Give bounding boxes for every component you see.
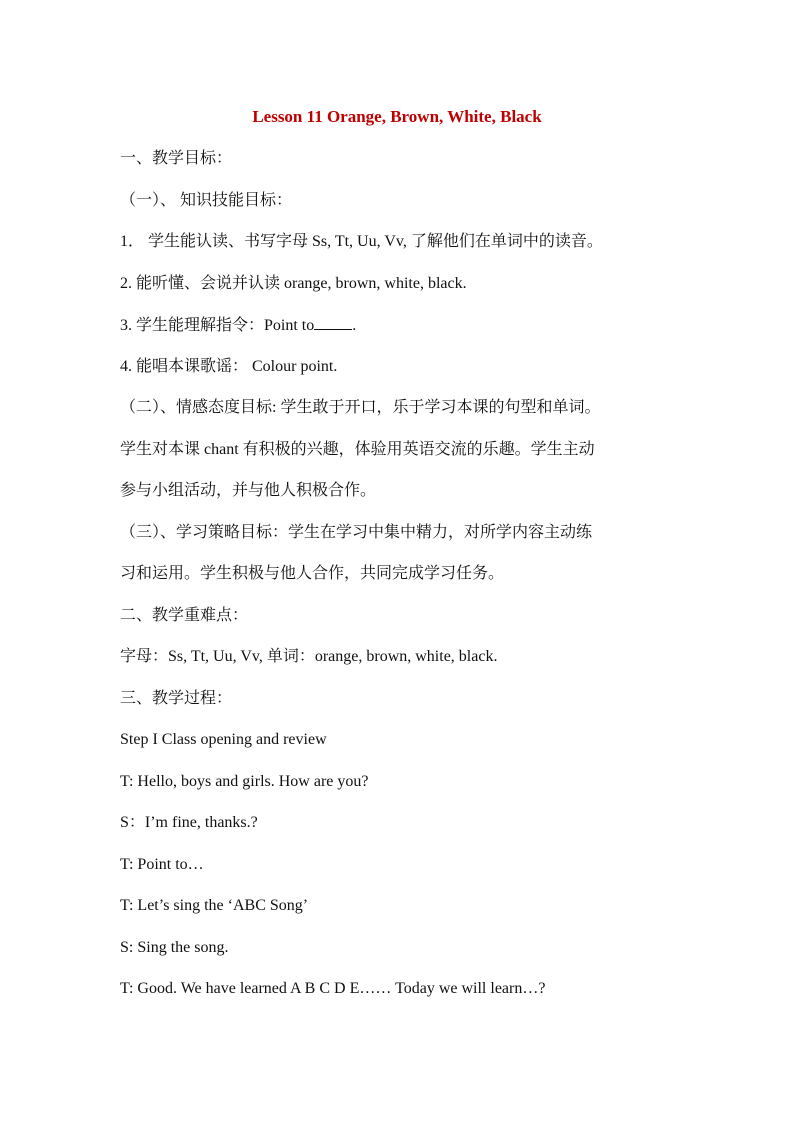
section-heading-process: 三、教学过程： bbox=[120, 689, 233, 707]
objective-item-3 bbox=[120, 314, 680, 356]
key-points-line: 字母：Ss, Tt, Uu, Vv, 单词：orange, brown, white, black. bbox=[120, 648, 498, 665]
paragraph-line: 参与小组活动，并与他人积极合作。 bbox=[120, 482, 377, 499]
objective-item-3-text: 3. 学生能理解指令：Point to bbox=[120, 317, 315, 334]
objective-item-1: 1． 学生能认读、书写字母 Ss, Tt, Uu, Vv, 了解他们在单词中的读音。 bbox=[120, 233, 603, 250]
paragraph-line: 习和运用。学生积极与他人合作，共同完成学习任务。 bbox=[120, 565, 505, 582]
objective-item-2: 2. 能听懂、会说并认读 orange, brown, white, black. bbox=[120, 274, 467, 292]
step-heading: Step I Class opening and review bbox=[120, 731, 327, 748]
paragraph-line: 学生对本课 chant 有积极的兴趣，体验用英语交流的乐趣。学生主动 bbox=[120, 440, 595, 458]
fill-in-blank bbox=[314, 314, 352, 330]
dialogue-line: T: Let’s sing the ‘ABC Song’ bbox=[120, 897, 309, 914]
dialogue-line: S: Sing the song. bbox=[120, 938, 229, 956]
dialogue-line: T: Hello, boys and girls. How are you? bbox=[120, 772, 369, 790]
dialogue-line: T: Point to… bbox=[120, 855, 204, 873]
section-heading-key-points: 二、教学重难点： bbox=[120, 606, 249, 624]
subsection-emotional-attitude: （二）、情感态度目标: 学生敢于开口，乐于学习本课的句型和单词。 bbox=[120, 399, 601, 416]
document-body bbox=[120, 148, 680, 1020]
objective-item-3-period: . bbox=[352, 317, 357, 334]
objective-item-4: 4. 能唱本课歌谣： Colour point. bbox=[120, 357, 338, 375]
section-heading-objectives: 一、教学目标： bbox=[120, 150, 233, 167]
subsection-learning-strategy: （三）、学习策略目标：学生在学习中集中精力，对所学内容主动练 bbox=[120, 523, 593, 541]
dialogue-line: S：I’m fine, thanks.? bbox=[120, 814, 258, 831]
dialogue-line: T: Good. We have learned A B C D E…… Today we will learn…? bbox=[120, 980, 546, 997]
page-title: Lesson 11 Orange, Brown, White, Black bbox=[252, 107, 542, 126]
subsection-knowledge-skills: （一）、 知识技能目标： bbox=[120, 191, 293, 209]
